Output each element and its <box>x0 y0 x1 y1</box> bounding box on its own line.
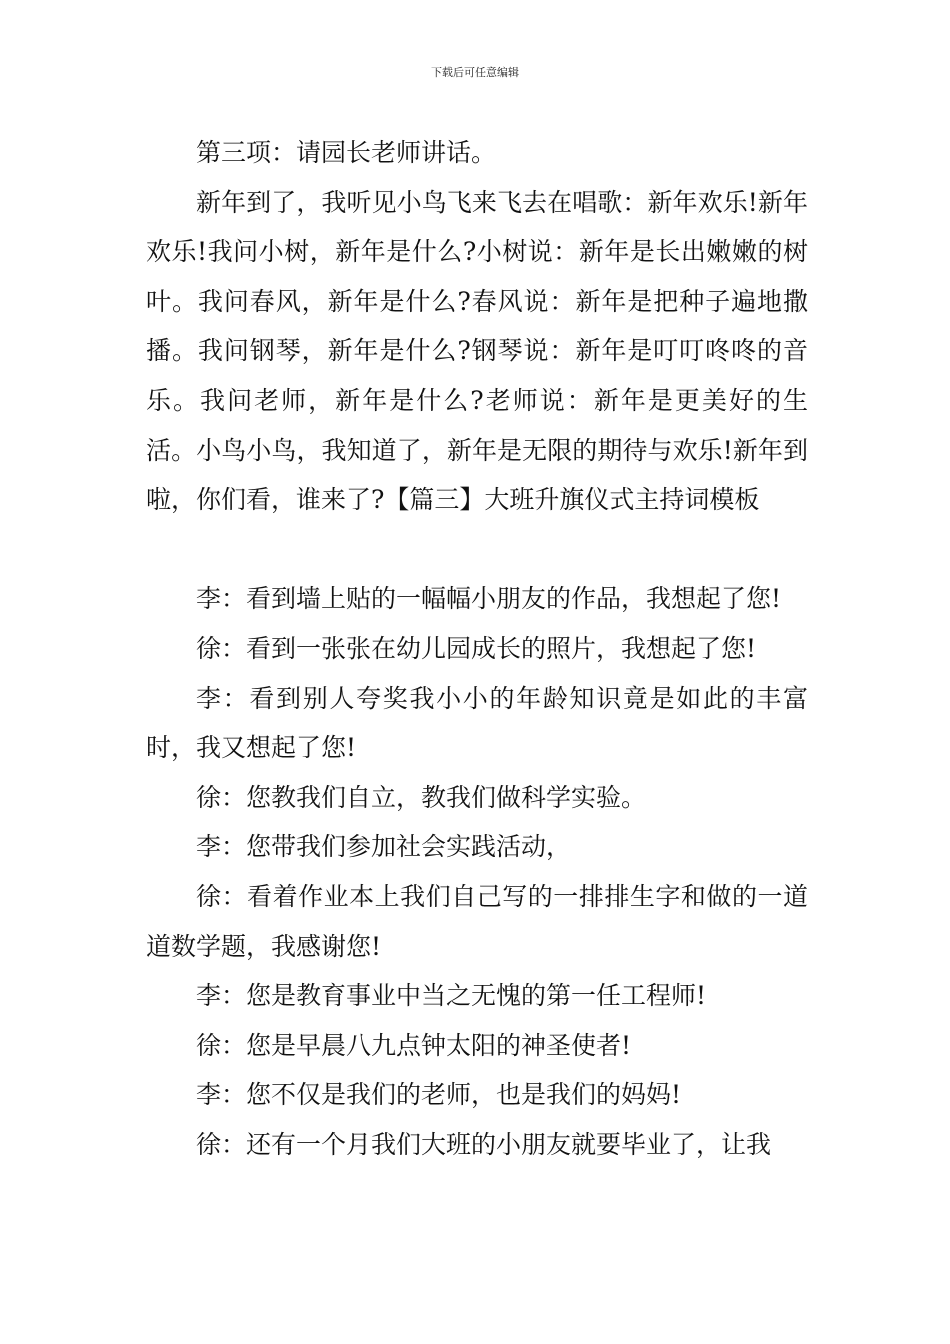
paragraph-item-7: 李：您带我们参加社会实践活动， <box>196 832 572 862</box>
paragraph-item-3: 李：看到墙上贴的一幅幅小朋友的作品，我想起了您! <box>196 584 782 614</box>
paragraph-item-4: 徐：看到一张张在幼儿园成长的照片，我想起了您! <box>196 633 757 663</box>
paragraph-item-6: 徐：您教我们自立，教我们做科学实验。 <box>196 782 647 812</box>
paragraph-item-12: 徐：还有一个月我们大班的小朋友就要毕业了，让我 <box>196 1129 772 1159</box>
paragraph-item-5: 李：看到别人夸奖我小小的年龄知识竟是如此的丰富时，我又想起了您! <box>146 683 808 763</box>
paragraph-item-1: 第三项：请园长老师讲话。 <box>196 138 497 167</box>
page-header: 下载后可任意编辑 <box>431 66 519 79</box>
paragraph-item-2: 新年到了，我听见小鸟飞来飞去在唱歌：新年欢乐!新年欢乐!我问小树，新年是什么?小树说：新年是长出嫩嫩的树叶。我问春风，新年是什么?春风说：新年是把种子遍地撒播。我问钢琴，新年是什么?钢琴说：新年是叮叮咚咚的音乐。我问老师，新年是什么?老师说：新年是更美好的生活。小鸟小鸟，我知道了，新年是无限的期待与欢乐!新年到啦，你们看，谁来了?【篇三】大班升旗仪式主持词模板 <box>146 187 808 515</box>
paragraph-item-9: 李：您是教育事业中当之无愧的第一任工程师! <box>196 981 707 1011</box>
paragraph-item-10: 徐：您是早晨八九点钟太阳的神圣使者! <box>196 1030 632 1060</box>
paragraph-gap <box>146 525 808 575</box>
document-body <box>146 128 808 1169</box>
paragraph-item-8: 徐：看着作业本上我们自己写的一排排生字和做的一道道数学题，我感谢您! <box>146 881 808 961</box>
paragraph-item-11: 李：您不仅是我们的老师，也是我们的妈妈! <box>196 1080 682 1110</box>
